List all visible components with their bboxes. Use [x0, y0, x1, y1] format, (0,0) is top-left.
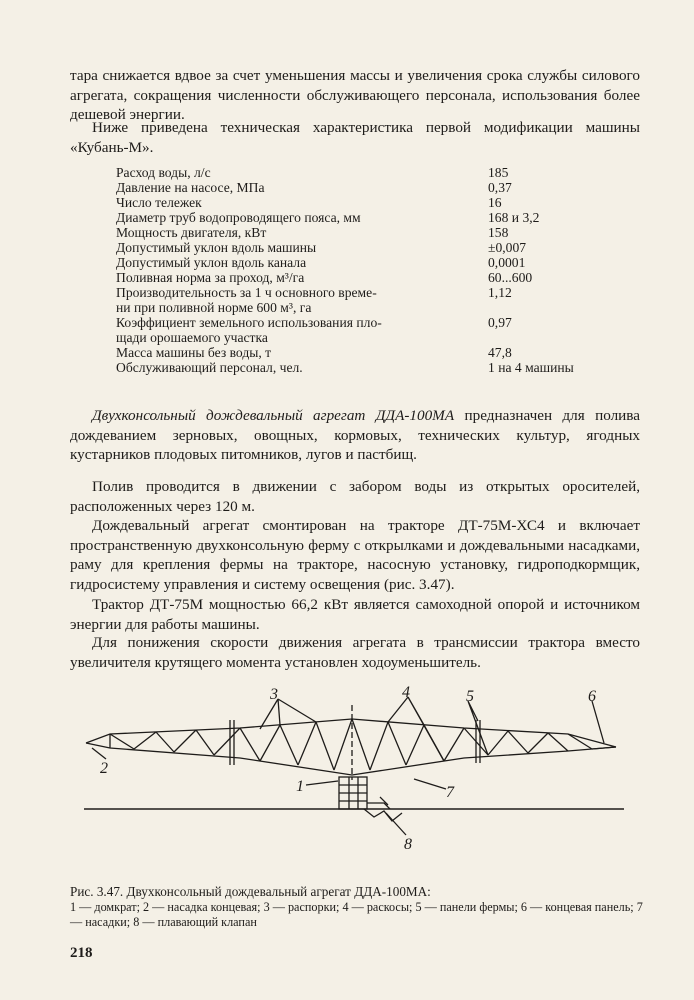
- spec-row: [116, 180, 616, 195]
- spec-value: 0,0001: [488, 255, 526, 270]
- floating-valve: [367, 797, 390, 809]
- spec-label: Диаметр труб водопроводящего пояса, мм: [116, 210, 361, 225]
- spec-row: [116, 225, 616, 240]
- caption-legend: 1 — домкрат; 2 — насадка концевая; 3 — распорки; 4 — раскосы; 5 — панели фермы; 6 — концевая панель; 7 — насадки; 8 — плавающий клапан: [70, 899, 643, 930]
- spec-row: [116, 240, 616, 255]
- page-number: 218: [70, 945, 93, 961]
- spec-label: Масса машины без воды, т: [116, 345, 272, 360]
- callout-7: 7: [446, 784, 454, 801]
- spec-row: [116, 195, 616, 210]
- spec-label: Число тележек: [116, 195, 202, 210]
- spec-row: [116, 165, 616, 180]
- spec-label: Расход воды, л/с: [116, 165, 211, 180]
- spec-row: [116, 300, 616, 315]
- callout-8: 8: [404, 836, 412, 853]
- sprinkler-figure: [84, 685, 644, 855]
- spec-value: 168 и 3,2: [488, 210, 540, 225]
- truss-bottom-chord: [86, 743, 616, 775]
- watering-paragraph: Полив проводится в движении с забором воды из открытых оросителей, расположенных через 120 м.: [70, 478, 640, 515]
- spec-value: 158: [488, 225, 509, 240]
- tractor-grid: [339, 777, 367, 809]
- figure-caption: [70, 884, 645, 931]
- spec-value: 1 на 4 машины: [488, 360, 574, 375]
- spec-label: щади орошаемого участка: [116, 330, 268, 345]
- spec-label: Давление на насосе, МПа: [116, 180, 265, 195]
- leader-8: [386, 813, 406, 835]
- spec-row: [116, 330, 616, 345]
- spec-row: [116, 255, 616, 270]
- caption-title: Рис. 3.47. Двухконсольный дождевальный агрегат ДДА-100МА:: [70, 884, 431, 899]
- spec-value: 1,12: [488, 285, 512, 300]
- leader-4: [388, 697, 444, 761]
- spec-row: [116, 210, 616, 225]
- callout-3: 3: [270, 686, 278, 703]
- speed-paragraph: Для понижения скорости движения агрегата в трансмиссии трактора вместо увеличителя крутящего момента установлен ходоуменьшитель.: [70, 634, 640, 671]
- dda-paragraph: [70, 406, 640, 465]
- spec-label: Допустимый уклон вдоль канала: [116, 255, 307, 270]
- spec-label: ни при поливной норме 600 м³, га: [116, 300, 312, 315]
- spec-label: Допустимый уклон вдоль машины: [116, 240, 317, 255]
- spec-value: 0,37: [488, 180, 512, 195]
- spec-row: [116, 360, 616, 375]
- channel-outline: [364, 809, 402, 821]
- spec-value: 0,97: [488, 315, 512, 330]
- spec-value: ±0,007: [488, 240, 527, 255]
- spec-value: 185: [488, 165, 509, 180]
- dda-lead: Двухконсольный дождевальный агрегат ДДА-100МА: [92, 407, 455, 424]
- spec-row: [116, 270, 616, 285]
- spec-value: [488, 300, 616, 315]
- tractor-paragraph: Трактор ДТ-75М мощностью 66,2 кВт является самоходной опорой и источником энергии для работы машины.: [70, 596, 640, 633]
- spec-value: 47,8: [488, 345, 512, 360]
- spec-label: Производительность за 1 ч основного време-: [116, 285, 377, 300]
- spec-row: [116, 345, 616, 360]
- spec-row: [116, 315, 616, 330]
- spec-value: 60...600: [488, 270, 533, 285]
- spec-value: 16: [488, 195, 502, 210]
- truss-left-diagonals: [110, 728, 240, 755]
- spec-label: Поливная норма за проход, м³/га: [116, 270, 305, 285]
- spec-table: [116, 165, 616, 375]
- callout-4: 4: [402, 685, 410, 701]
- spec-label: Коэффициент земельного использования пло-: [116, 315, 382, 330]
- callout-6: 6: [588, 688, 596, 705]
- mounting-paragraph: Дождевальный агрегат смонтирован на тракторе ДТ-75М-ХС4 и включает пространственную двухконсольную ферму с открылками и дождевальными насадками, раму для крепления фермы на тракторе, насосную установку, гидроподкормщик, гидросистему управления и систему освещения (рис. 3.47).: [70, 517, 640, 593]
- callout-5: 5: [466, 688, 474, 705]
- spec-label: Обслуживающий персонал, чел.: [116, 360, 303, 375]
- callout-2: 2: [100, 760, 108, 777]
- kuban-intro-paragraph: Ниже приведена техническая характеристика первой модификации машины «Кубань-М».: [70, 119, 640, 156]
- leader-7: [414, 779, 446, 789]
- spec-row: [116, 285, 616, 300]
- leader-2: [92, 748, 106, 759]
- intro-paragraph: тара снижается вдвое за счет уменьшения массы и увеличения срока службы силового агрегата, сокращения численности обслуживающего персонала, использования более дешевой энергии.: [70, 67, 640, 124]
- dda-text: предназначен для полива дождеванием зерновых, овощных, кормовых, технических культур, ягодных кустарников плодовых питомников, лугов и пастбищ.: [70, 407, 641, 464]
- leader-6: [592, 701, 604, 743]
- spec-label: Мощность двигателя, кВт: [116, 225, 267, 240]
- spec-value: [488, 330, 616, 345]
- callout-1: 1: [296, 778, 304, 795]
- leader-1: [306, 781, 338, 785]
